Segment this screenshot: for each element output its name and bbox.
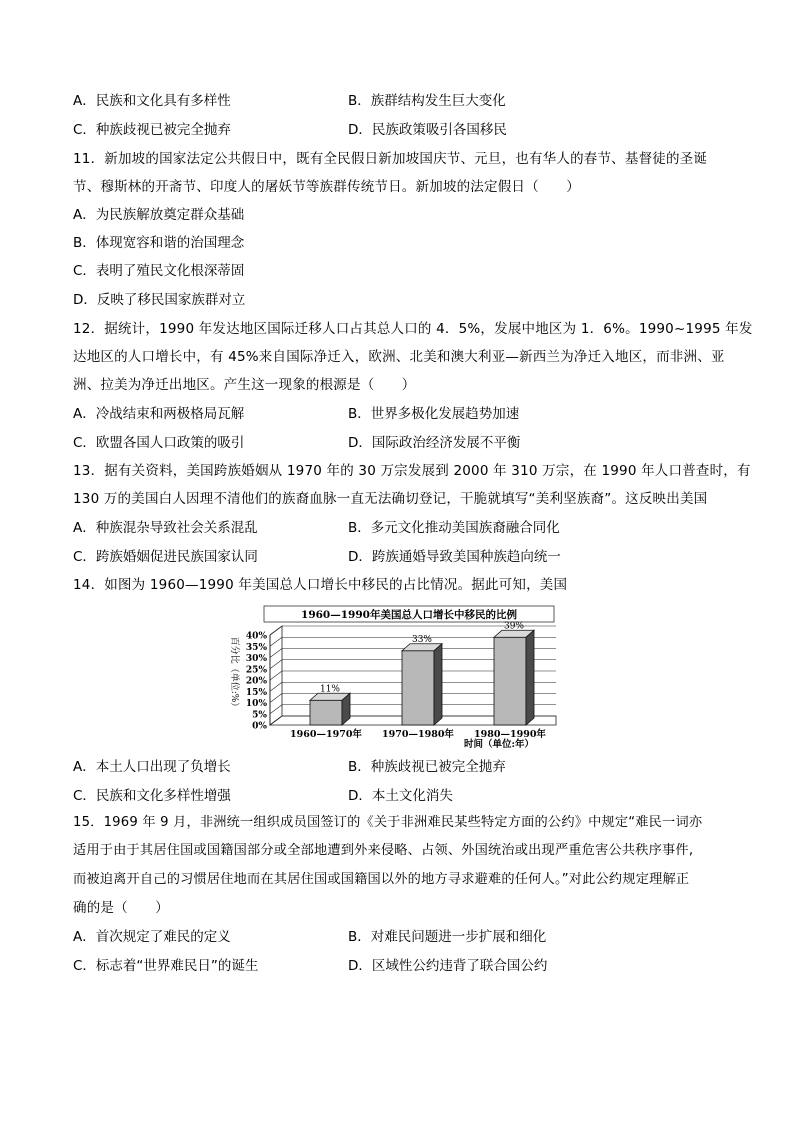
immigration-share-chart: [222, 604, 568, 750]
q14-stem-line-1: 14．如图为 1960—1990 年美国总人口增长中移民的占比情况。据此可知，美国: [73, 577, 568, 593]
q10-option-b: B．族群结构发生巨大变化: [348, 93, 506, 109]
chart-y-tick-label: 15%: [245, 687, 267, 698]
chart-y-tick-label: 5%: [252, 710, 267, 721]
chart-y-tick-label: 35%: [245, 642, 267, 653]
q12-option-b: B．世界多极化发展趋势加速: [348, 406, 520, 422]
q13-stem-line-1: 13．据有关资料，美国跨族婚姻从 1970 年的 30 万宗发展到 2000 年 310 万宗，在 1990 年人口普查时，有: [73, 463, 751, 479]
q15-stem-line-1: 15．1969 年 9 月，非洲统一组织成员国签订的《关于非洲难民某些特定方面的公约》中规定“难民一词亦: [73, 815, 703, 830]
q10-options-row-2: [73, 121, 753, 139]
q13-option-c: C．跨族婚姻促进民族国家认同: [73, 549, 258, 565]
q12-option-d: D．国际政治经济发展不平衡: [348, 435, 521, 451]
q13-options-row-1: [73, 519, 753, 537]
q11-option-d: D．反映了移民国家族群对立: [73, 292, 246, 308]
q11-stem-line-1: 11．新加坡的国家法定公共假日中，既有全民假日新加坡国庆节、元旦，也有华人的春节、基督徒的圣诞: [73, 151, 708, 167]
chart-y-tick-label: 20%: [245, 676, 267, 687]
q12-option-a: A．冷战结束和两极格局瓦解: [73, 406, 245, 422]
chart-x-tick-label: 1960—1970年: [290, 729, 362, 740]
chart-data-label: 33%: [411, 634, 433, 645]
q15-option-a: A．首次规定了难民的定义: [73, 929, 231, 945]
q12-stem-line-1: 12．据统计，1990 年发达地区国际迁移人口占其总人口的 4．5%，发展中地区为 1．6%。1990~1995 年发: [73, 321, 753, 337]
q13-stem-line-2: 130 万的美国白人因理不清他们的族裔血脉一直无法确切登记，干脆就填写“美利坚族裔”。这反映出美国: [73, 491, 708, 507]
q14-option-b: B．种族歧视已被完全抛弃: [348, 759, 506, 775]
q15-option-c: C．标志着“世界难民日”的诞生: [73, 958, 259, 974]
chart-y-axis-label: 百分比（单位:%）: [229, 636, 239, 712]
q13-option-d: D．跨族通婚导致美国种族趋向统一: [348, 549, 561, 565]
q13-option-b: B．多元文化推动美国族裔融合同化: [348, 520, 560, 536]
chart-y-tick-label: 10%: [245, 699, 267, 709]
q13-options-row-2: [73, 548, 753, 566]
q11-option-a: A．为民族解放奠定群众基础: [73, 207, 245, 223]
q14-option-c: C．民族和文化多样性增强: [73, 788, 231, 804]
q15-option-b: B．对难民问题进一步扩展和细化: [348, 929, 547, 945]
q15-options-row-2: [73, 957, 753, 975]
chart-x-tick-label: 1980—1990年: [474, 729, 546, 740]
q12-options-row-2: [73, 434, 753, 452]
q10-option-a: A．民族和文化具有多样性: [73, 93, 231, 109]
chart-y-tick-label: 0%: [252, 721, 267, 732]
q11-stem-line-2: 节、穆斯林的开斋节、印度人的屠妖节等族群传统节日。新加坡的法定假日（ ）: [73, 179, 580, 195]
q12-stem-line-2: 达地区的人口增长中，有 45%来自国际净迁入，欧洲、北美和澳大利亚—新西兰为净迁入地区，而非洲、亚: [73, 349, 725, 365]
chart-bar: [402, 651, 434, 725]
q12-stem-line-3: 洲、拉美为净迁出地区。产生这一现象的根源是（ ）: [73, 377, 416, 393]
chart-x-axis-label: 时间（单位:年）: [463, 739, 535, 750]
q14-options-row-2: [73, 787, 753, 805]
chart-y-tick-label: 40%: [245, 631, 267, 642]
chart-x-tick-label: 1970—1980年: [382, 729, 454, 740]
q11-option-c: C．表明了殖民文化根深蒂固: [73, 263, 245, 279]
chart-y-tick-label: 25%: [245, 665, 267, 676]
chart-data-label: 39%: [503, 621, 525, 632]
chart-bar-side: [526, 630, 534, 725]
chart-title: 1960—1990年美国总人口增长中移民的比例: [301, 609, 517, 621]
q13-option-a: A．种族混杂导致社会关系混乱: [73, 520, 258, 536]
q15-stem-line-3: 而被迫离开自己的习惯居住地而在其居住国或国籍国以外的地方寻求避难的任何人。”对此公约规定理解正: [73, 872, 690, 887]
chart-bar: [494, 637, 526, 725]
chart-y-tick-label: 30%: [245, 654, 267, 664]
q15-options-row-1: [73, 928, 753, 946]
q10-options-row-1: [73, 92, 753, 110]
chart-plot-area: [246, 621, 556, 740]
q15-option-d: D．区域性公约违背了联合国公约: [348, 958, 548, 974]
q15-stem-line-2: 适用于由于其居住国或国籍国部分或全部地遭到外来侵略、占领、外国统治或出现严重危害公共秩序事件,: [73, 843, 694, 858]
q14-option-a: A．本土人口出现了负增长: [73, 759, 231, 775]
q12-options-row-1: [73, 405, 753, 423]
q14-options-row-1: [73, 758, 753, 776]
q10-option-c: C．种族歧视已被完全抛弃: [73, 122, 231, 138]
chart-bar-side: [434, 644, 442, 725]
chart-data-label: 11%: [319, 684, 341, 695]
chart-bar: [310, 700, 342, 725]
q12-option-c: C．欧盟各国人口政策的吸引: [73, 435, 245, 451]
q11-option-b: B．体现宽容和谐的治国理念: [73, 235, 245, 251]
q15-stem-line-4: 确的是（ ）: [73, 900, 169, 916]
q14-option-d: D．本土文化消失: [348, 788, 453, 804]
q10-option-d: D．民族政策吸引各国移民: [348, 122, 507, 138]
